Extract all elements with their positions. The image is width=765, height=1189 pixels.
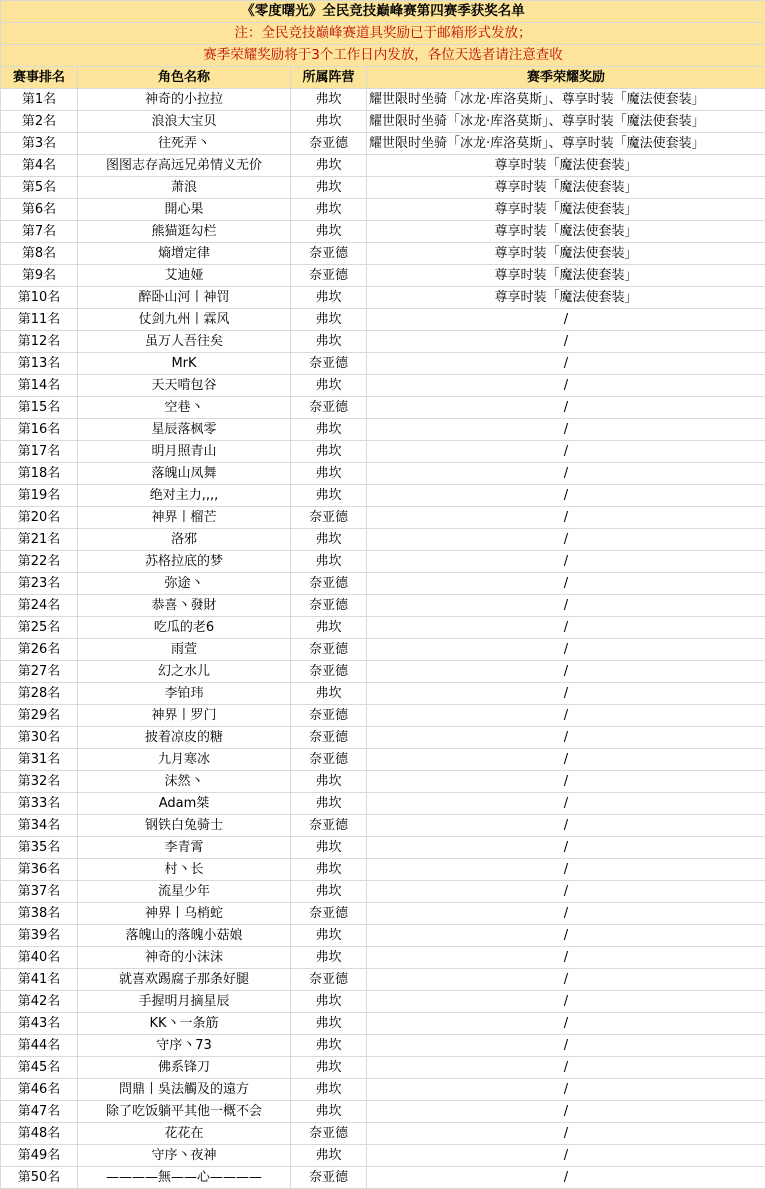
rank-cell[interactable]: 第21名: [1, 529, 78, 551]
name-cell[interactable]: ————無——心————: [78, 1167, 291, 1189]
camp-cell[interactable]: 弗坎: [291, 881, 367, 903]
reward-cell[interactable]: /: [367, 639, 765, 661]
camp-cell[interactable]: 奈亚德: [291, 133, 367, 155]
table-row: [1, 353, 765, 375]
camp-cell[interactable]: 奈亚德: [291, 243, 367, 265]
rank-cell[interactable]: 第30名: [1, 727, 78, 749]
table-row: [1, 529, 765, 551]
reward-cell[interactable]: 尊享时装「魔法使套装」: [367, 177, 765, 199]
reward-cell[interactable]: /: [367, 1145, 765, 1167]
rank-cell[interactable]: 第38名: [1, 903, 78, 925]
rank-cell[interactable]: 第34名: [1, 815, 78, 837]
reward-cell[interactable]: 尊享时装「魔法使套装」: [367, 287, 765, 309]
camp-cell[interactable]: 弗坎: [291, 287, 367, 309]
rank-cell[interactable]: 第3名: [1, 133, 78, 155]
rank-cell[interactable]: 第20名: [1, 507, 78, 529]
name-cell[interactable]: 披着凉皮的糖: [78, 727, 291, 749]
table-row: [1, 397, 765, 419]
name-cell[interactable]: 往死弄丶: [78, 133, 291, 155]
name-cell[interactable]: 李青霄: [78, 837, 291, 859]
reward-cell[interactable]: /: [367, 441, 765, 463]
rank-cell[interactable]: 第23名: [1, 573, 78, 595]
name-cell[interactable]: 苏格拉底的梦: [78, 551, 291, 573]
table-row: [1, 705, 765, 727]
camp-cell[interactable]: 奈亚德: [291, 727, 367, 749]
table-row: [1, 1035, 765, 1057]
reward-cell[interactable]: 耀世限时坐骑「冰龙·库洛莫斯」、尊享时装「魔法使套装」: [367, 89, 765, 111]
name-cell[interactable]: 浪浪大宝贝: [78, 111, 291, 133]
table-row: [1, 661, 765, 683]
name-cell[interactable]: 醉卧山河丨神罚: [78, 287, 291, 309]
name-cell[interactable]: 守序丶73: [78, 1035, 291, 1057]
rank-cell[interactable]: 第46名: [1, 1079, 78, 1101]
camp-cell[interactable]: 弗坎: [291, 683, 367, 705]
table-row: [1, 89, 765, 111]
rank-cell[interactable]: 第29名: [1, 705, 78, 727]
name-cell[interactable]: 就喜欢踢腐子那条好腿: [78, 969, 291, 991]
name-cell[interactable]: 虽万人吾往矣: [78, 331, 291, 353]
reward-cell[interactable]: /: [367, 881, 765, 903]
camp-cell[interactable]: 弗坎: [291, 331, 367, 353]
reward-cell[interactable]: /: [367, 1057, 765, 1079]
table-row: [1, 419, 765, 441]
rank-cell[interactable]: 第6名: [1, 199, 78, 221]
reward-cell[interactable]: 耀世限时坐骑「冰龙·库洛莫斯」、尊享时装「魔法使套装」: [367, 111, 765, 133]
table-row: [1, 221, 765, 243]
reward-cell[interactable]: /: [367, 1079, 765, 1101]
camp-cell[interactable]: 弗坎: [291, 199, 367, 221]
reward-cell[interactable]: /: [367, 793, 765, 815]
reward-cell[interactable]: 耀世限时坐骑「冰龙·库洛莫斯」、尊享时装「魔法使套装」: [367, 133, 765, 155]
camp-cell[interactable]: 弗坎: [291, 485, 367, 507]
rank-cell[interactable]: 第10名: [1, 287, 78, 309]
table-row: [1, 1079, 765, 1101]
reward-cell[interactable]: /: [367, 1101, 765, 1123]
reward-cell[interactable]: /: [367, 1123, 765, 1145]
name-cell[interactable]: 熊猫逛勾栏: [78, 221, 291, 243]
header-rank[interactable]: 赛事排名: [1, 67, 78, 89]
name-cell[interactable]: 星辰落枫零: [78, 419, 291, 441]
camp-cell[interactable]: 弗坎: [291, 947, 367, 969]
table-row: [1, 1101, 765, 1123]
table-row: [1, 1145, 765, 1167]
table-row: [1, 441, 765, 463]
reward-cell[interactable]: /: [367, 331, 765, 353]
table-row: [1, 1013, 765, 1035]
camp-cell[interactable]: 奈亚德: [291, 639, 367, 661]
reward-cell[interactable]: /: [367, 903, 765, 925]
rank-cell[interactable]: 第4名: [1, 155, 78, 177]
rank-cell[interactable]: 第35名: [1, 837, 78, 859]
camp-cell[interactable]: 弗坎: [291, 1079, 367, 1101]
sheet-title[interactable]: 《零度曙光》全民竞技巅峰赛第四赛季获奖名单: [1, 1, 765, 23]
table-row: [1, 287, 765, 309]
reward-cell[interactable]: /: [367, 309, 765, 331]
name-cell[interactable]: 流星少年: [78, 881, 291, 903]
table-row: [1, 507, 765, 529]
camp-cell[interactable]: 奈亚德: [291, 1167, 367, 1189]
rank-cell[interactable]: 第36名: [1, 859, 78, 881]
name-cell[interactable]: KK丶一条筋: [78, 1013, 291, 1035]
camp-cell[interactable]: 奈亚德: [291, 815, 367, 837]
table-row: [1, 595, 765, 617]
rank-cell[interactable]: 第50名: [1, 1167, 78, 1189]
reward-cell[interactable]: /: [367, 947, 765, 969]
rank-cell[interactable]: 第49名: [1, 1145, 78, 1167]
camp-cell[interactable]: 弗坎: [291, 1057, 367, 1079]
camp-cell[interactable]: 弗坎: [291, 111, 367, 133]
reward-cell[interactable]: /: [367, 529, 765, 551]
table-row: [1, 903, 765, 925]
header-name[interactable]: 角色名称: [78, 67, 291, 89]
camp-cell[interactable]: 弗坎: [291, 859, 367, 881]
name-cell[interactable]: 李铂玮: [78, 683, 291, 705]
table-row: [1, 265, 765, 287]
name-cell[interactable]: 沫然丶: [78, 771, 291, 793]
name-cell[interactable]: 天天啃包谷: [78, 375, 291, 397]
name-cell[interactable]: 九月寒冰: [78, 749, 291, 771]
table-row: [1, 727, 765, 749]
name-cell[interactable]: 艾迪娅: [78, 265, 291, 287]
camp-cell[interactable]: 弗坎: [291, 925, 367, 947]
reward-cell[interactable]: /: [367, 969, 765, 991]
rank-cell[interactable]: 第41名: [1, 969, 78, 991]
table-row: [1, 771, 765, 793]
camp-cell[interactable]: 弗坎: [291, 1035, 367, 1057]
camp-cell[interactable]: 弗坎: [291, 1145, 367, 1167]
reward-cell[interactable]: /: [367, 991, 765, 1013]
reward-cell[interactable]: 尊享时装「魔法使套装」: [367, 199, 765, 221]
reward-cell[interactable]: /: [367, 1013, 765, 1035]
name-cell[interactable]: 守序丶夜神: [78, 1145, 291, 1167]
camp-cell[interactable]: 弗坎: [291, 89, 367, 111]
rank-cell[interactable]: 第13名: [1, 353, 78, 375]
camp-cell[interactable]: 奈亚德: [291, 903, 367, 925]
name-cell[interactable]: 神奇的小拉拉: [78, 89, 291, 111]
rank-cell[interactable]: 第26名: [1, 639, 78, 661]
name-cell[interactable]: 明月照青山: [78, 441, 291, 463]
table-row: [1, 573, 765, 595]
name-cell[interactable]: 神界丨榴芒: [78, 507, 291, 529]
table-row: [1, 331, 765, 353]
reward-cell[interactable]: /: [367, 1035, 765, 1057]
camp-cell[interactable]: 奈亚德: [291, 573, 367, 595]
table-row: [1, 683, 765, 705]
rank-cell[interactable]: 第43名: [1, 1013, 78, 1035]
rank-cell[interactable]: 第31名: [1, 749, 78, 771]
rank-cell[interactable]: 第44名: [1, 1035, 78, 1057]
rank-cell[interactable]: 第7名: [1, 221, 78, 243]
table-row: [1, 485, 765, 507]
rank-cell[interactable]: 第28名: [1, 683, 78, 705]
name-cell[interactable]: 開心果: [78, 199, 291, 221]
rank-cell[interactable]: 第11名: [1, 309, 78, 331]
camp-cell[interactable]: 奈亚德: [291, 353, 367, 375]
camp-cell[interactable]: 弗坎: [291, 529, 367, 551]
name-cell[interactable]: 恭喜丶發財: [78, 595, 291, 617]
name-cell[interactable]: 空巷丶: [78, 397, 291, 419]
table-row: [1, 793, 765, 815]
table-row: [1, 551, 765, 573]
title-row: [1, 1, 765, 23]
table-row: [1, 243, 765, 265]
header-reward[interactable]: 赛季荣耀奖励: [367, 67, 765, 89]
camp-cell[interactable]: 奈亚德: [291, 749, 367, 771]
rank-cell[interactable]: 第48名: [1, 1123, 78, 1145]
rank-cell[interactable]: 第8名: [1, 243, 78, 265]
rank-cell[interactable]: 第15名: [1, 397, 78, 419]
table-row: [1, 155, 765, 177]
camp-cell[interactable]: 弗坎: [291, 419, 367, 441]
table-row: [1, 1123, 765, 1145]
name-cell[interactable]: 問鼎丨吳法觸及的遠方: [78, 1079, 291, 1101]
rank-cell[interactable]: 第47名: [1, 1101, 78, 1123]
name-cell[interactable]: MrK: [78, 353, 291, 375]
camp-cell[interactable]: 弗坎: [291, 551, 367, 573]
note-line-2[interactable]: 赛季荣耀奖励将于3个工作日内发放，各位天选者请注意查收: [1, 45, 765, 67]
camp-cell[interactable]: 弗坎: [291, 441, 367, 463]
table-row: [1, 1167, 765, 1189]
rank-cell[interactable]: 第45名: [1, 1057, 78, 1079]
reward-cell[interactable]: /: [367, 573, 765, 595]
table-row: [1, 859, 765, 881]
rank-cell[interactable]: 第27名: [1, 661, 78, 683]
table-row: [1, 133, 765, 155]
name-cell[interactable]: 绝对主力,,,,: [78, 485, 291, 507]
rank-cell[interactable]: 第16名: [1, 419, 78, 441]
reward-cell[interactable]: 尊享时装「魔法使套装」: [367, 155, 765, 177]
rank-cell[interactable]: 第22名: [1, 551, 78, 573]
table-row: [1, 375, 765, 397]
camp-cell[interactable]: 奈亚德: [291, 969, 367, 991]
reward-cell[interactable]: /: [367, 463, 765, 485]
camp-cell[interactable]: 奈亚德: [291, 661, 367, 683]
camp-cell[interactable]: 弗坎: [291, 375, 367, 397]
table-row: [1, 111, 765, 133]
reward-cell[interactable]: /: [367, 705, 765, 727]
camp-cell[interactable]: 奈亚德: [291, 265, 367, 287]
name-cell[interactable]: 落魄山的落魄小菇娘: [78, 925, 291, 947]
camp-cell[interactable]: 奈亚德: [291, 507, 367, 529]
name-cell[interactable]: 幻之水儿: [78, 661, 291, 683]
reward-cell[interactable]: /: [367, 507, 765, 529]
reward-cell[interactable]: /: [367, 485, 765, 507]
header-camp[interactable]: 所属阵营: [291, 67, 367, 89]
camp-cell[interactable]: 奈亚德: [291, 397, 367, 419]
reward-cell[interactable]: /: [367, 595, 765, 617]
table-row: [1, 617, 765, 639]
reward-cell[interactable]: /: [367, 683, 765, 705]
name-cell[interactable]: 村丶长: [78, 859, 291, 881]
camp-cell[interactable]: 弗坎: [291, 793, 367, 815]
reward-cell[interactable]: /: [367, 551, 765, 573]
reward-cell[interactable]: 尊享时装「魔法使套装」: [367, 243, 765, 265]
rank-cell[interactable]: 第25名: [1, 617, 78, 639]
table-row: [1, 837, 765, 859]
name-cell[interactable]: 佛系锋刀: [78, 1057, 291, 1079]
rank-cell[interactable]: 第19名: [1, 485, 78, 507]
name-cell[interactable]: 吃瓜的老6: [78, 617, 291, 639]
reward-cell[interactable]: /: [367, 419, 765, 441]
name-cell[interactable]: 洛邪: [78, 529, 291, 551]
name-cell[interactable]: 神奇的小沫沫: [78, 947, 291, 969]
rank-cell[interactable]: 第12名: [1, 331, 78, 353]
rank-cell[interactable]: 第14名: [1, 375, 78, 397]
rank-cell[interactable]: 第32名: [1, 771, 78, 793]
camp-cell[interactable]: 弗坎: [291, 1101, 367, 1123]
note-row-1: [1, 23, 765, 45]
name-cell[interactable]: 花花在: [78, 1123, 291, 1145]
name-cell[interactable]: 手握明月摘星辰: [78, 991, 291, 1013]
reward-cell[interactable]: /: [367, 815, 765, 837]
reward-cell[interactable]: /: [367, 617, 765, 639]
name-cell[interactable]: 神界丨罗门: [78, 705, 291, 727]
name-cell[interactable]: 图图志存高远兄弟情义无价: [78, 155, 291, 177]
reward-cell[interactable]: /: [367, 771, 765, 793]
name-cell[interactable]: 神界丨乌梢蛇: [78, 903, 291, 925]
reward-cell[interactable]: /: [367, 1167, 765, 1189]
table-row: [1, 463, 765, 485]
camp-cell[interactable]: 奈亚德: [291, 705, 367, 727]
table-row: [1, 199, 765, 221]
camp-cell[interactable]: 弗坎: [291, 221, 367, 243]
rank-cell[interactable]: 第2名: [1, 111, 78, 133]
reward-cell[interactable]: /: [367, 397, 765, 419]
reward-cell[interactable]: 尊享时装「魔法使套装」: [367, 221, 765, 243]
rank-cell[interactable]: 第33名: [1, 793, 78, 815]
rank-cell[interactable]: 第24名: [1, 595, 78, 617]
name-cell[interactable]: 仗剑九州丨霖风: [78, 309, 291, 331]
name-cell[interactable]: 钢铁白兔骑士: [78, 815, 291, 837]
camp-cell[interactable]: 奈亚德: [291, 1123, 367, 1145]
camp-cell[interactable]: 弗坎: [291, 155, 367, 177]
name-cell[interactable]: 熵增定律: [78, 243, 291, 265]
table-row: [1, 925, 765, 947]
name-cell[interactable]: 弥途丶: [78, 573, 291, 595]
rank-cell[interactable]: 第42名: [1, 991, 78, 1013]
camp-cell[interactable]: 弗坎: [291, 617, 367, 639]
reward-cell[interactable]: 尊享时装「魔法使套装」: [367, 265, 765, 287]
table-row: [1, 639, 765, 661]
rank-cell[interactable]: 第39名: [1, 925, 78, 947]
reward-cell[interactable]: /: [367, 749, 765, 771]
name-cell[interactable]: 落魄山凤舞: [78, 463, 291, 485]
rank-cell[interactable]: 第37名: [1, 881, 78, 903]
camp-cell[interactable]: 弗坎: [291, 177, 367, 199]
camp-cell[interactable]: 奈亚德: [291, 595, 367, 617]
reward-cell[interactable]: /: [367, 859, 765, 881]
rank-cell[interactable]: 第5名: [1, 177, 78, 199]
header-row: [1, 67, 765, 89]
table-row: [1, 991, 765, 1013]
table-row: [1, 969, 765, 991]
name-cell[interactable]: 萧浪: [78, 177, 291, 199]
camp-cell[interactable]: 弗坎: [291, 1013, 367, 1035]
camp-cell[interactable]: 弗坎: [291, 837, 367, 859]
reward-cell[interactable]: /: [367, 375, 765, 397]
table-row: [1, 815, 765, 837]
table-row: [1, 1057, 765, 1079]
table-row: [1, 177, 765, 199]
table-row: [1, 749, 765, 771]
table-row: [1, 309, 765, 331]
table-body: [1, 89, 765, 1189]
camp-cell[interactable]: 弗坎: [291, 463, 367, 485]
rank-cell[interactable]: 第40名: [1, 947, 78, 969]
name-cell[interactable]: 雨萱: [78, 639, 291, 661]
reward-cell[interactable]: /: [367, 925, 765, 947]
reward-cell[interactable]: /: [367, 727, 765, 749]
camp-cell[interactable]: 弗坎: [291, 991, 367, 1013]
reward-cell[interactable]: /: [367, 837, 765, 859]
rank-cell[interactable]: 第9名: [1, 265, 78, 287]
note-row-2: [1, 45, 765, 67]
table-row: [1, 947, 765, 969]
name-cell[interactable]: 除了吃饭躺平其他一概不会: [78, 1101, 291, 1123]
name-cell[interactable]: Adam桀: [78, 793, 291, 815]
reward-cell[interactable]: /: [367, 353, 765, 375]
note-line-1[interactable]: 注：全民竞技巅峰赛道具奖励已于邮箱形式发放；: [1, 23, 765, 45]
reward-cell[interactable]: /: [367, 661, 765, 683]
camp-cell[interactable]: 弗坎: [291, 771, 367, 793]
camp-cell[interactable]: 弗坎: [291, 309, 367, 331]
rank-cell[interactable]: 第18名: [1, 463, 78, 485]
table-row: [1, 881, 765, 903]
rank-cell[interactable]: 第17名: [1, 441, 78, 463]
rank-cell[interactable]: 第1名: [1, 89, 78, 111]
